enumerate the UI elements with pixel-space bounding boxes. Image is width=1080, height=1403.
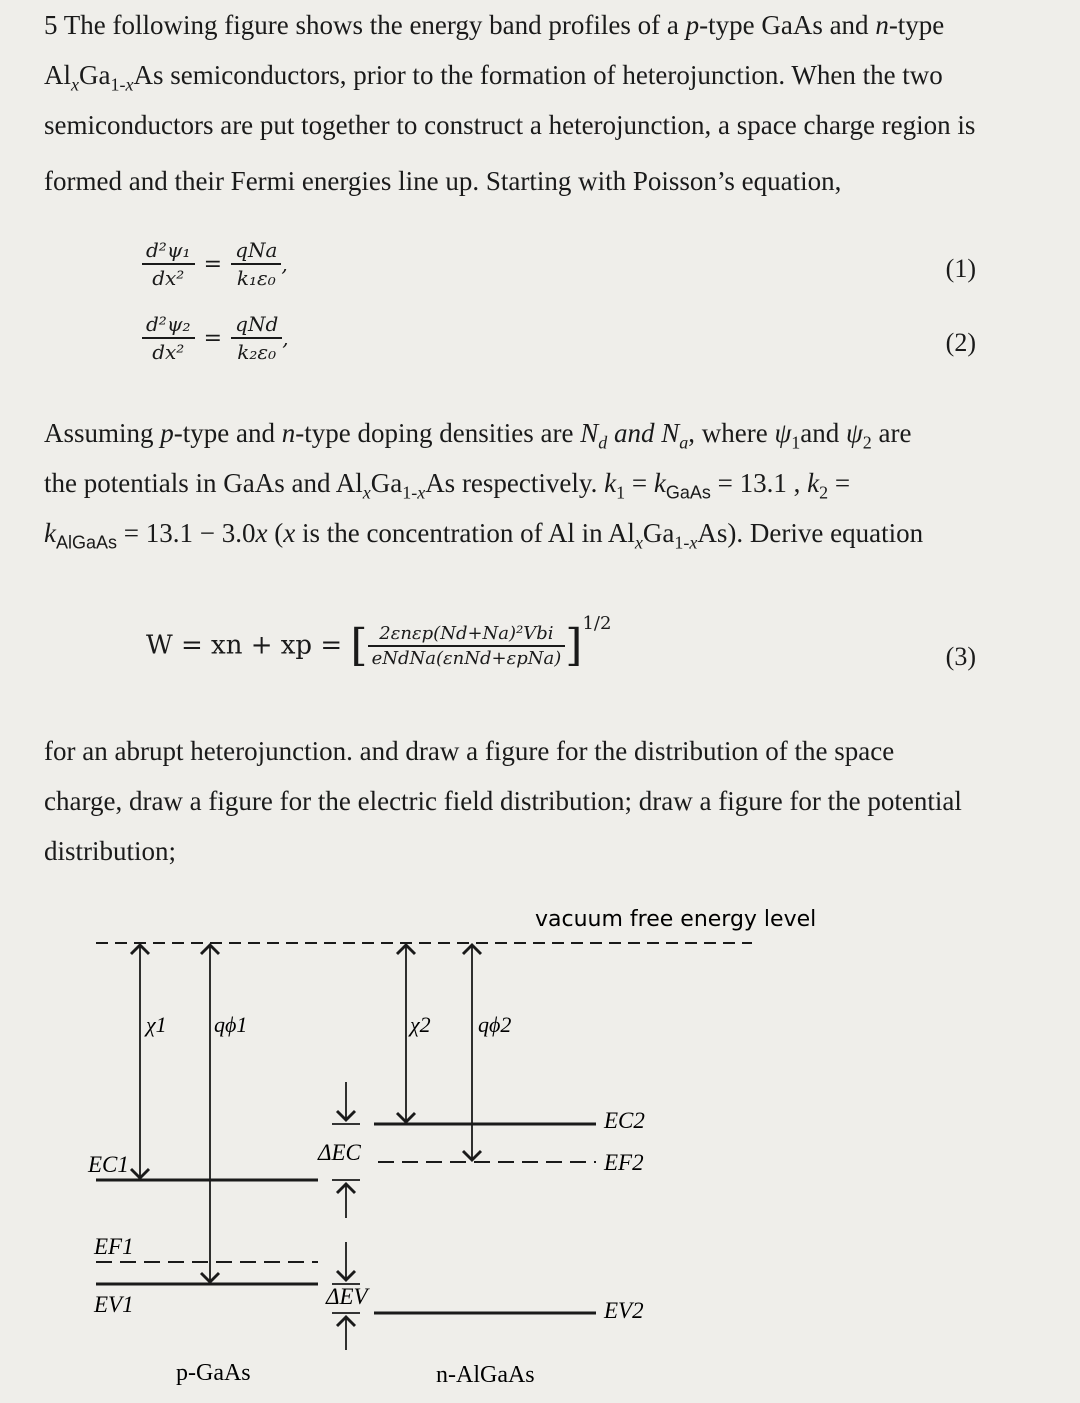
delta-ev-label: ΔEV bbox=[326, 1284, 368, 1309]
equation-2: $\frac{\text{d²ψ₂}}{\text{dx²}}$ = $\frac{\text{qNd}}{\text{k₂ε₀}}$ , bbox=[142, 312, 289, 364]
chi1-label: χ1 bbox=[146, 1012, 167, 1037]
equation-1: $\frac{\text{d²ψ₁}}{\text{dx²}}$ = $\frac{\text{qNa}}{\text{k₁ε₀}}$ , bbox=[142, 238, 288, 290]
intro-line-2: $Al_xGa_{1-x}As$ semiconductors, prior to the formation of heterojunction. When the two bbox=[44, 60, 943, 95]
band-diagram bbox=[0, 880, 1080, 1403]
ef1-label: EF1 bbox=[94, 1234, 134, 1259]
assumption-line-1: Assuming p-type and n-type doping densities are $N_d$ and $N_a$, where $\psi_1and$ $\psi_2$ are bbox=[44, 418, 912, 453]
intro-paragraph bbox=[44, 0, 1032, 206]
equation-2-number: (2) bbox=[945, 328, 976, 357]
ec1-label: EC1 bbox=[88, 1152, 129, 1177]
left-material-label: p-GaAs bbox=[176, 1360, 251, 1386]
equation-1-number: (1) bbox=[945, 254, 976, 283]
right-material-label: n-AlGaAs bbox=[436, 1362, 535, 1388]
ef2-label: EF2 bbox=[604, 1150, 644, 1175]
assumption-line-2: the potentials in GaAs and $Al_xGa_{1-x}As$ respectively. $k_1 = k_{GaAs} = 13.1$ , $k_2$ = bbox=[44, 468, 851, 503]
chi2-label: χ2 bbox=[410, 1012, 431, 1037]
equation-3-number: (3) bbox=[945, 642, 976, 671]
intro-line-4: formed and their Fermi energies line up. Starting with Poisson’s equation, bbox=[44, 166, 842, 196]
ec2-label: EC2 bbox=[604, 1108, 645, 1133]
task-line-1: for an abrupt heterojunction. and draw a figure for the distribution of the space bbox=[44, 736, 895, 766]
task-paragraph bbox=[44, 726, 1032, 876]
intro-line-3: semiconductors are put together to construct a heterojunction, a space charge region is bbox=[44, 110, 976, 140]
assumption-paragraph bbox=[44, 408, 1032, 558]
ev1-label: EV1 bbox=[94, 1292, 134, 1317]
delta-ec-label: ΔEC bbox=[318, 1140, 361, 1165]
qphi1-label: qϕ1 bbox=[214, 1012, 248, 1037]
qphi2-label: qϕ2 bbox=[478, 1012, 512, 1037]
task-line-3: distribution; bbox=[44, 836, 177, 866]
vacuum-level-label: vacuum free energy level bbox=[535, 907, 817, 932]
assumption-line-3: $k_{AlGaAs} = 13.1 - 3.0x$ (x is the concentration of Al in $Al_xGa_{1-x}As$). Derive equation bbox=[44, 518, 924, 553]
ev2-label: EV2 bbox=[604, 1298, 644, 1323]
equation-3: W = xn + xp = [ $\frac{\text{2εnεp(Nd+Na)²Vbi}}{\text{eNdNa(εnNd+εpNa)}}$ ]$^{1/2}$ bbox=[146, 612, 612, 671]
task-line-2: charge, draw a figure for the electric field distribution; draw a figure for the potential bbox=[44, 786, 962, 816]
intro-line-1: 5 The following figure shows the energy band profiles of a p-type GaAs and n-type bbox=[44, 10, 945, 40]
